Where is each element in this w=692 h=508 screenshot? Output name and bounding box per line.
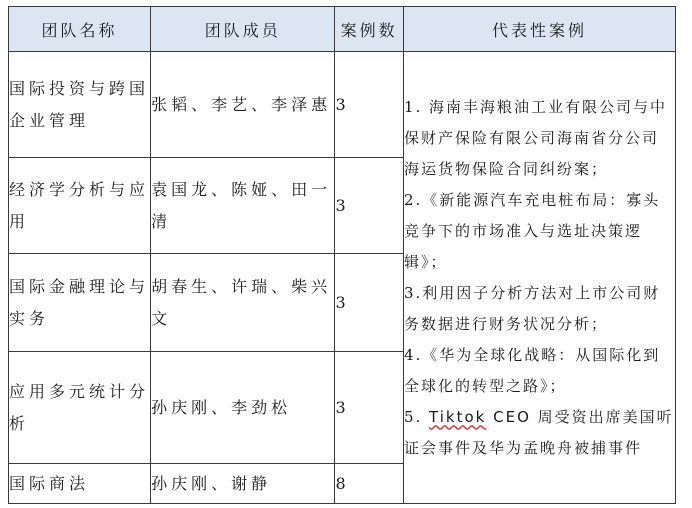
representative-cases-cell <box>403 52 675 504</box>
header-team-members: 团队成员 <box>151 7 335 52</box>
case-item: 5. Tiktok CEO 周受资出席美国听证会事件及华为孟晚舟被捕事件 <box>403 407 674 457</box>
case-table <box>8 6 676 504</box>
team-members-cell: 袁国龙、陈娅、田一清 <box>151 158 335 254</box>
case-item: 4.《华为全球化战略：从国际化到全球化的转型之路》； <box>403 345 661 395</box>
team-name-cell: 应用多元统计分析 <box>9 352 151 464</box>
header-row <box>9 7 676 52</box>
team-members-cell: 张韬、李艺、李泽惠 <box>151 52 335 158</box>
case-count-cell: 8 <box>335 464 404 504</box>
case-count-cell: 3 <box>335 254 404 352</box>
case-count-cell: 3 <box>335 52 404 158</box>
team-name-cell: 经济学分析与应用 <box>9 158 151 254</box>
team-members-cell: 胡春生、许瑞、柴兴文 <box>151 254 335 352</box>
case-item: 2.《新能源汽车充电桩布局：寡头竞争下的市场准入与选址决策逻辑》； <box>403 190 661 271</box>
case-item: 1. 海南丰海粮油工业有限公司与中保财产保险有限公司海南省分公司海运货物保险合同纠纷案； <box>403 97 668 178</box>
case-count-cell: 3 <box>335 352 404 464</box>
case-count-cell: 3 <box>335 158 404 254</box>
team-members-cell: 孙庆刚、谢静 <box>151 464 335 504</box>
case-item: 3.利用因子分析方法对上市公司财务数据进行财务状况分析； <box>403 283 661 333</box>
spellcheck-underlined-word: Tiktok <box>429 407 487 426</box>
header-case-count: 案例数 <box>335 7 404 52</box>
team-name-cell: 国际投资与跨国企业管理 <box>9 52 151 158</box>
header-team-name: 团队名称 <box>9 7 151 52</box>
header-representative-cases: 代表性案例 <box>403 7 675 52</box>
team-name-cell: 国际金融理论与实务 <box>9 254 151 352</box>
team-members-cell: 孙庆刚、李劲松 <box>151 352 335 464</box>
table-row <box>9 52 676 158</box>
team-name-cell: 国际商法 <box>9 464 151 504</box>
